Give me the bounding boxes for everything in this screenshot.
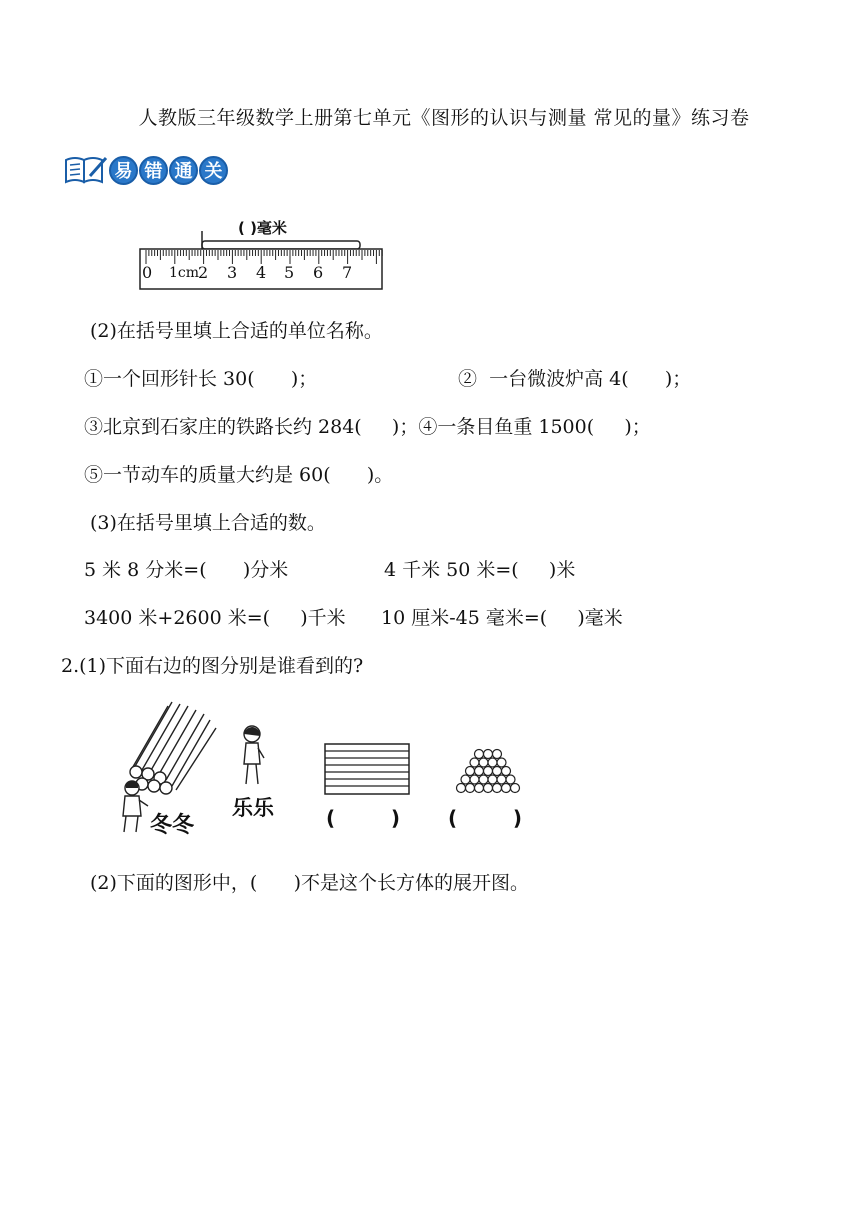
pipe-end-circle [511, 784, 520, 793]
q1-2-item-3-4: ③北京到石家庄的铁路长约 284( )；④一条目鱼重 1500( )； [84, 416, 651, 438]
pipe-end-circle [466, 784, 475, 793]
section-badge [63, 154, 229, 186]
q1-2-heading: (2)在括号里填上合适的单位名称。 [90, 320, 383, 342]
name-lele: 乐乐 [232, 796, 274, 820]
pipe-stack-figure [112, 698, 232, 838]
badge-char-1: 易 [109, 156, 138, 185]
q1-2-item-1: ①一个回形针长 30( )； [84, 368, 318, 390]
lele-figure [232, 722, 282, 822]
pipe-end-circle [497, 775, 506, 784]
pipe-end-circle [470, 775, 479, 784]
ruler-label-7: 7 [342, 263, 353, 282]
pipe-end-circle [484, 750, 493, 759]
pipe-end-circle [506, 775, 515, 784]
ruler-label-1cm: 1cm [169, 265, 200, 281]
pipe-end-circle [461, 775, 470, 784]
pipe-end-circle [475, 784, 484, 793]
q1-3-row1-left: 5 米 8 分米=( )分米 [84, 559, 289, 581]
pipe-end-circle [493, 750, 502, 759]
q1-2-item-2: ② 一台微波炉高 4( )； [458, 368, 692, 390]
pipe-end-circle [457, 784, 466, 793]
q1-3-row2-left: 3400 米+2600 米=( )千米 [84, 607, 346, 629]
ruler-label-2: 2 [198, 263, 209, 282]
pipe-end-circle [479, 758, 488, 767]
pipe-end-circle [484, 784, 493, 793]
page-title: 人教版三年级数学上册第七单元《图形的认识与测量 常见的量》练习卷 [138, 107, 750, 129]
answer-blank-1[interactable]: ( ) [326, 806, 400, 830]
q1-3-row1-right: 4 千米 50 米=( )米 [384, 559, 576, 581]
q1-3-heading: (3)在括号里填上合适的数。 [90, 512, 326, 534]
side-view-figure [324, 743, 410, 799]
pipe-end-circle [497, 758, 506, 767]
q2-2-heading: (2)下面的图形中，( )不是这个长方体的展开图。 [90, 872, 529, 894]
pipe-end-circle [502, 784, 511, 793]
ruler-label-4: 4 [256, 263, 267, 282]
ruler-figure [138, 213, 388, 293]
pipe-end-circle [502, 767, 511, 776]
badge-char-4: 关 [199, 156, 228, 185]
pipe-end-circle [493, 767, 502, 776]
ruler-label-3: 3 [227, 263, 238, 282]
q1-3-row2-right: 10 厘米-45 毫米=( )毫米 [381, 607, 623, 629]
badge-char-2: 错 [139, 156, 168, 185]
pipe-end-circle [488, 775, 497, 784]
pipe-end-circle [493, 784, 502, 793]
pipe-end-circle [484, 767, 493, 776]
q1-2-item-5: ⑤一节动车的质量大约是 60( )。 [84, 464, 394, 486]
ruler-label-0: 0 [142, 263, 153, 282]
q2-1-heading: 2.(1)下面右边的图分别是谁看到的? [61, 655, 364, 677]
answer-blank-2[interactable]: ( ) [448, 806, 522, 830]
name-dongdong: 冬冬 [150, 813, 195, 838]
pipe-end-circle [488, 758, 497, 767]
ruler-caption: ( )毫米 [238, 219, 287, 237]
front-view-figure [450, 748, 526, 800]
pipe-end-circle [470, 758, 479, 767]
pipe-end-circle [475, 767, 484, 776]
badge-char-3: 通 [169, 156, 198, 185]
ruler-label-6: 6 [313, 263, 324, 282]
pipe-end-circle [475, 750, 484, 759]
ruler-label-5: 5 [284, 263, 295, 282]
pipe-end-circle [466, 767, 475, 776]
pipe-end-circle [479, 775, 488, 784]
book-pencil-icon [63, 154, 109, 186]
